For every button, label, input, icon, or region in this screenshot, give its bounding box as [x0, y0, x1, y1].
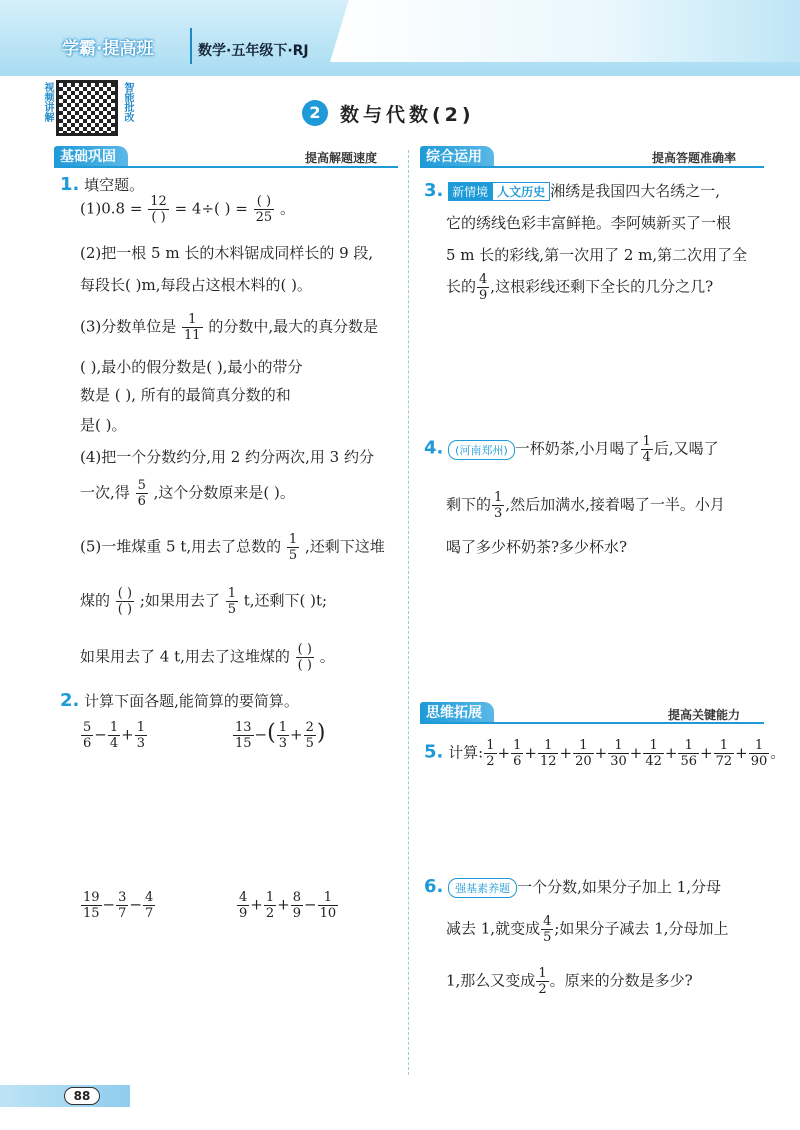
frac-den: 72 — [715, 754, 733, 769]
frac — [304, 720, 316, 751]
frac-den: ( ) — [297, 658, 312, 673]
q3-fraction — [477, 272, 489, 303]
frac-num: 4 — [543, 914, 552, 929]
frac — [135, 720, 147, 751]
frac-num: 1 — [182, 312, 203, 328]
q1-fraction-1 — [148, 194, 169, 225]
q1-fraction-5 — [287, 532, 299, 563]
frac — [143, 890, 155, 921]
q1-p3-tail: 的分数中,最大的真分数是 — [208, 317, 379, 336]
q6-fraction-1 — [541, 914, 553, 945]
frac-den: 7 — [118, 906, 127, 921]
frac-den: 11 — [184, 328, 201, 343]
frac-den: 4 — [642, 450, 651, 465]
q4-text-1b: 后,又喝了 — [653, 439, 719, 458]
q1-fraction-4 — [136, 478, 148, 509]
section-extend-tag: 提高关键能力 — [668, 708, 741, 722]
q3-text-1: 湘绣是我国四大名绣之一, — [550, 182, 720, 200]
q4-fraction-1 — [641, 434, 653, 465]
q6-line2 — [446, 914, 729, 945]
q4-line1 — [424, 434, 719, 465]
plus-sign: + — [497, 743, 511, 762]
q1-part1 — [80, 194, 295, 225]
q1-fraction-2 — [254, 194, 275, 225]
q5-series — [483, 738, 770, 769]
page-title: 数与代数(2) — [340, 104, 475, 126]
frac-num: 1 — [642, 434, 651, 449]
q5-fraction — [643, 738, 664, 769]
op: − — [129, 895, 142, 914]
q3-tag-culture: 人文历史 — [492, 182, 550, 201]
frac-num: 4 — [144, 890, 154, 905]
plus-sign: + — [629, 743, 643, 762]
frac-den: 15 — [83, 906, 100, 921]
plus-sign: + — [664, 743, 678, 762]
op: − — [94, 725, 107, 744]
q1-p1-end: 。 — [279, 199, 295, 218]
q5-fraction — [714, 738, 735, 769]
q1-part5b — [80, 586, 327, 617]
frac-num: 1 — [136, 720, 145, 735]
frac-den: 10 — [319, 906, 337, 921]
q3-tag-scenario: 新情境 — [448, 182, 492, 201]
q3-line4 — [446, 272, 713, 303]
frac-num: 1 — [538, 966, 547, 981]
q4-text-2a: 剩下的 — [446, 495, 492, 514]
q4-line3: 喝了多少杯奶茶?多少杯水? — [446, 538, 628, 556]
plus-sign: + — [699, 743, 713, 762]
q1-p5c-text: 煤的 — [80, 591, 111, 610]
frac-num: 1 — [109, 720, 119, 735]
frac-num: 5 — [83, 720, 92, 735]
paren: ) — [316, 720, 326, 746]
section-apply-underline — [420, 166, 764, 168]
paren: ( — [267, 720, 276, 746]
frac-den: 9 — [479, 288, 488, 303]
q1-part4 — [80, 478, 295, 509]
q1-p4-tail: ,这个分数原来是( )。 — [153, 483, 295, 502]
frac-den: 3 — [494, 506, 503, 521]
section-apply-tag: 提高答题准确率 — [652, 151, 737, 165]
frac-den: 2 — [486, 754, 495, 769]
q4-line2 — [446, 490, 725, 521]
frac-num: ( ) — [254, 194, 275, 210]
q1-fraction-3 — [182, 312, 203, 343]
q1-p3-line2: ( ),最小的假分数是( ),最小的带分 — [80, 358, 303, 376]
op: − — [304, 895, 317, 914]
op: + — [277, 895, 290, 914]
q6-text-3b: 。原来的分数是多少? — [549, 971, 693, 990]
frac-num: 12 — [150, 194, 167, 209]
section-extend-label: 思维拓展 — [420, 702, 494, 724]
qr-code-icon[interactable] — [56, 80, 118, 136]
frac-den: 6 — [513, 754, 522, 769]
frac-den: 5 — [543, 930, 552, 945]
frac-den: 15 — [235, 736, 252, 751]
frac — [233, 720, 254, 751]
q2-heading — [60, 690, 299, 711]
q2-title: 计算下面各题,能简算的要简算。 — [84, 692, 299, 710]
frac — [108, 720, 120, 751]
q6-text-2b: ;如果分子减去 1,分母加上 — [554, 919, 729, 938]
frac-num: 19 — [83, 890, 100, 905]
section-basic-label: 基础巩固 — [54, 146, 128, 168]
q1-number: 1. — [60, 174, 80, 195]
q1-part5a — [80, 532, 385, 563]
q4-text-1a: 一杯奶茶,小月喝了 — [514, 439, 640, 458]
frac-den: 9 — [239, 906, 248, 921]
frac-num: 1 — [643, 738, 664, 754]
column-divider — [408, 150, 409, 1075]
q1-fraction-7 — [226, 586, 238, 617]
q1-p1-text: (1)0.8 = — [80, 199, 143, 218]
frac — [277, 720, 289, 751]
q6-number: 6. — [424, 876, 444, 897]
q6-line1 — [424, 876, 721, 898]
q3-line2: 它的绣线色彩丰富鲜艳。李阿姨新买了一根 — [446, 214, 732, 232]
frac — [264, 890, 276, 921]
q1-heading — [60, 174, 144, 195]
q1-p2-line2: 每段长( )m,每段占这根木料的( )。 — [80, 276, 312, 294]
q5-number: 5. — [424, 741, 444, 763]
frac-num: 5 — [137, 478, 146, 493]
q1-p3-text: (3)分数单位是 — [80, 317, 177, 336]
frac-den: 5 — [288, 548, 298, 563]
frac-den: 20 — [575, 754, 592, 769]
section-basic-underline — [54, 166, 398, 168]
frac-num: 1 — [749, 738, 770, 754]
q1-fraction-8 — [296, 642, 314, 673]
subject-label: 数学·五年级下·RJ — [198, 43, 309, 59]
frac-num: 1 — [318, 890, 339, 906]
q5-fraction — [484, 738, 496, 769]
frac-num: 1 — [714, 738, 735, 754]
op: + — [121, 725, 134, 744]
frac-den: 7 — [144, 906, 154, 921]
frac-den: 4 — [109, 736, 119, 751]
frac-num: 1 — [227, 586, 236, 601]
q6-tag: 强基素养题 — [448, 878, 517, 898]
frac-den: 30 — [610, 754, 627, 769]
q2-expr-3 — [80, 890, 156, 921]
frac-num: 1 — [278, 720, 287, 735]
frac — [318, 890, 339, 921]
q1-part3 — [80, 312, 378, 343]
q1-p5d-text: ;如果用去了 — [139, 591, 220, 610]
q1-fraction-6 — [116, 586, 134, 617]
header-separator — [190, 28, 192, 64]
frac-den: 56 — [680, 754, 697, 769]
q2-expr-4 — [236, 890, 339, 921]
q1-p5-tail: ,还剩下这堆 — [304, 537, 385, 556]
frac-den: 5 — [227, 602, 236, 617]
q1-p3-line3: 数是 ( ), 所有的最简真分数的和 — [80, 386, 291, 404]
header-stripe — [330, 0, 800, 62]
q5-line — [424, 738, 785, 769]
q5-fraction — [749, 738, 770, 769]
frac-num: 1 — [678, 738, 699, 754]
frac-num: 1 — [486, 738, 495, 753]
frac-den: 5 — [305, 736, 314, 751]
frac-den: 25 — [255, 210, 273, 225]
frac-num: 8 — [292, 890, 301, 905]
q5-fraction — [608, 738, 629, 769]
q1-p1-mid: = 4÷( ) = — [174, 199, 248, 218]
frac-num: 1 — [513, 738, 522, 753]
q1-title: 填空题。 — [84, 176, 145, 194]
lesson-number: 2 — [302, 100, 328, 126]
frac-den: 2 — [538, 982, 547, 997]
frac-den: 6 — [83, 736, 92, 751]
q6-text-3a: 1,那么又变成 — [446, 971, 536, 990]
frac-den: 90 — [750, 754, 768, 769]
q5-fraction — [573, 738, 594, 769]
frac-num: 1 — [288, 532, 298, 547]
op: − — [102, 895, 116, 914]
plus-sign: + — [735, 743, 748, 762]
q1-part5c — [80, 642, 335, 673]
q3-line3: 5 m 长的彩线,第一次用了 2 m,第二次用了全 — [446, 246, 748, 264]
frac-num: 1 — [265, 890, 275, 905]
section-basic-tag: 提高解题速度 — [305, 151, 378, 165]
frac-num: 1 — [573, 738, 594, 754]
frac-num: 1 — [538, 738, 559, 754]
q3-number: 3. — [424, 180, 444, 201]
qr-left-label: 视频讲解 — [42, 82, 53, 122]
frac-den: 6 — [137, 494, 146, 509]
q3-text-4b: ,这根彩线还剩下全长的几分之几? — [490, 277, 714, 296]
q4-region-tag: (河南郑州) — [448, 440, 515, 460]
q5-fraction — [511, 738, 523, 769]
q3-text-4a: 长的 — [446, 277, 477, 296]
qr-right-label: 智能批改 — [122, 82, 133, 122]
section-apply-label: 综合运用 — [420, 146, 494, 168]
frac-den: ( ) — [151, 210, 166, 225]
frac-num: 2 — [305, 720, 314, 735]
q2-expr-2 — [232, 720, 325, 751]
q1-p2-line1: (2)把一根 5 m 长的木料锯成同样长的 9 段, — [80, 244, 374, 262]
frac-num: ( ) — [117, 586, 133, 601]
frac — [81, 890, 102, 921]
q5-fraction — [678, 738, 699, 769]
q1-p5f-text: 如果用去了 4 t,用去了这堆煤的 — [80, 647, 290, 666]
frac-den: 3 — [136, 736, 145, 751]
frac — [116, 890, 128, 921]
q6-text-2a: 减去 1,就变成 — [446, 919, 541, 938]
frac-num: ( ) — [297, 642, 312, 657]
frac-den: 9 — [292, 906, 301, 921]
op: + — [290, 725, 303, 744]
q1-p3-line4: 是( )。 — [80, 416, 127, 434]
frac — [237, 890, 249, 921]
q4-fraction-2 — [492, 490, 504, 521]
q6-line3 — [446, 966, 693, 997]
frac-num: 1 — [608, 738, 629, 754]
q4-text-2b: ,然后加满水,接着喝了一半。小月 — [505, 495, 725, 514]
frac-num: 4 — [239, 890, 248, 905]
q6-fraction-2 — [536, 966, 548, 997]
q5-fraction — [538, 738, 559, 769]
brand-logo: 学霸·提高班 — [62, 39, 154, 59]
q2-expr-1 — [80, 720, 148, 751]
frac-num: 4 — [479, 272, 488, 287]
page-number: 88 — [64, 1087, 100, 1105]
q6-text-1: 一个分数,如果分子加上 1,分母 — [517, 878, 722, 896]
frac-den: ( ) — [117, 602, 133, 617]
q5-end: 。 — [770, 743, 786, 762]
q5-lead: 计算: — [448, 743, 484, 762]
plus-sign: + — [524, 743, 537, 762]
op: + — [250, 895, 263, 914]
q1-p5e-text: t,还剩下( )t; — [243, 591, 328, 610]
frac-num: 13 — [235, 720, 252, 735]
frac-num: 1 — [494, 490, 503, 505]
q2-number: 2. — [60, 690, 80, 711]
frac-den: 3 — [278, 736, 287, 751]
plus-sign: + — [559, 743, 573, 762]
q1-p5-text: (5)一堆煤重 5 t,用去了总数的 — [80, 537, 282, 556]
frac — [81, 720, 93, 751]
q1-p4-text: 一次,得 — [80, 483, 130, 502]
q1-p5g-text: 。 — [319, 647, 335, 666]
frac-den: 2 — [265, 906, 275, 921]
plus-sign: + — [594, 743, 608, 762]
frac-den: 42 — [645, 754, 662, 769]
frac-den: 12 — [539, 754, 557, 769]
frac-num: 3 — [118, 890, 127, 905]
q4-number: 4. — [424, 437, 444, 459]
q3-line1 — [424, 180, 720, 201]
q1-p4-line1: (4)把一个分数约分,用 2 约分两次,用 3 约分 — [80, 448, 374, 466]
frac — [291, 890, 303, 921]
op: − — [254, 725, 268, 744]
